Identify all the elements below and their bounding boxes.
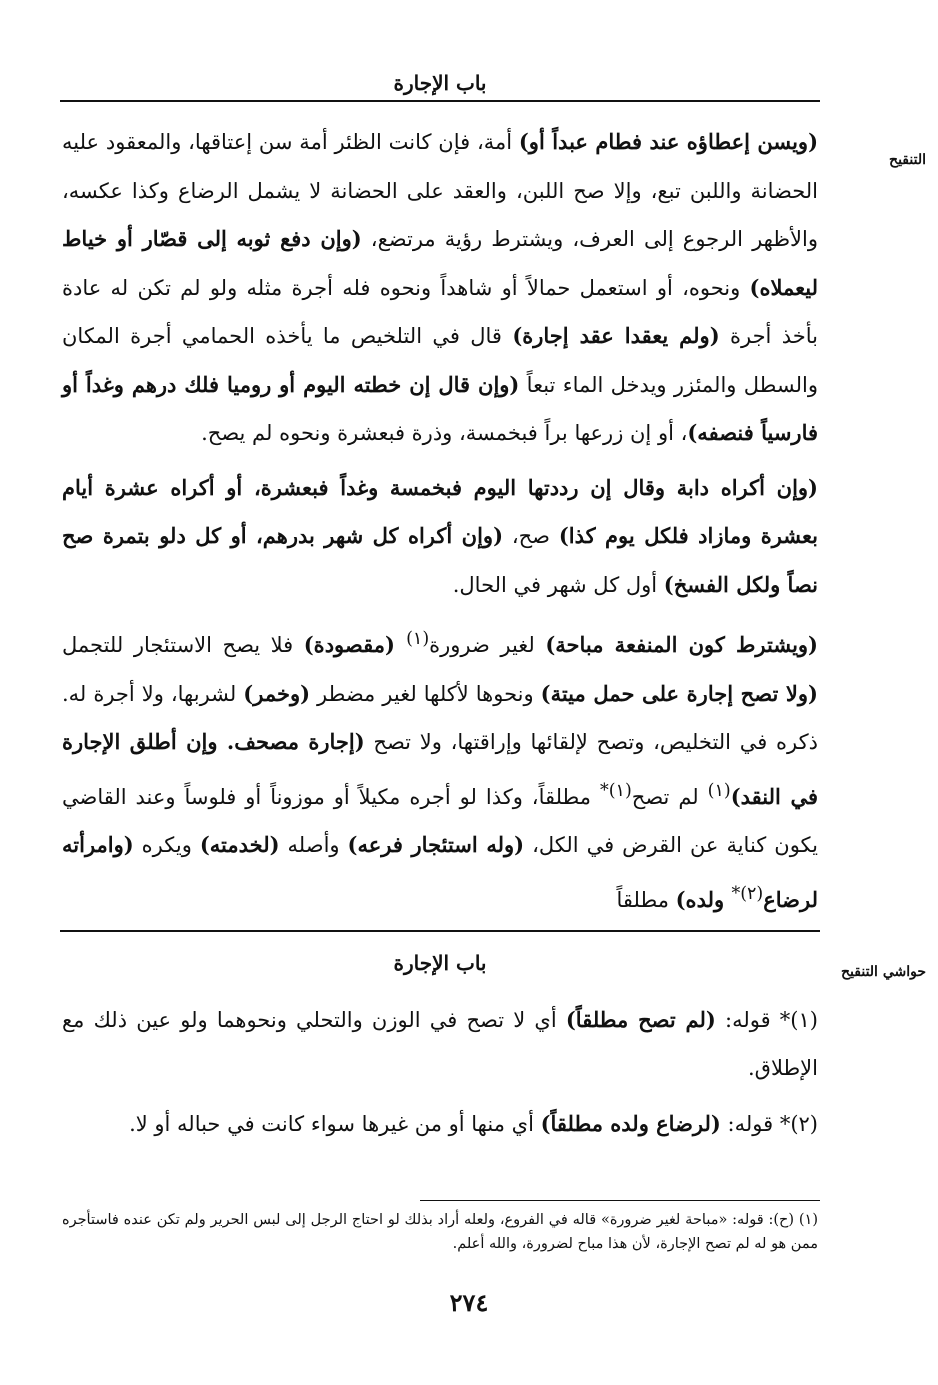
running-head: باب الإجارة — [393, 71, 487, 95]
bold-phrase: (لم تصح مطلقاً) — [565, 1007, 716, 1032]
bold-phrase: (ولا تصح إجارة على حمل ميتة) — [540, 680, 818, 706]
bold-phrase: (وإن أكراه دابة وقال إن رددتها اليوم فبخمسة وغداً فبعشرة، أو أكراه عشرة أيام بعشرة ومازاد فلكل يوم كذا) — [62, 474, 819, 548]
note-marker: (١)* قوله: — [715, 1008, 818, 1032]
text-run: وأصله — [279, 833, 348, 857]
bold-phrase: (لرضاع ولده مطلقاً) — [540, 1111, 721, 1136]
main-paragraph-3 — [62, 615, 818, 924]
text-run: ونحوه، أو استعمل حمالاً أو شاهداً ونحوه فله أجرة مثله ولو لم تكن له عادة بأخذ أجرة — [62, 275, 818, 348]
bold-phrase: (إجارة مصحف. وإن أطلق الإجارة في النقد) — [62, 729, 818, 809]
hawashi-note-1 — [62, 996, 818, 1092]
text-run: صح، — [503, 524, 559, 548]
bold-phrase: (وامرأته لرضاع — [62, 832, 818, 912]
bold-phrase: ولده) — [675, 886, 732, 912]
bold-phrase: (وإن قال إن خطته اليوم أو روميا فلك درهم وغداً أو فارسياً فنصفه) — [62, 371, 818, 445]
text-run: مطلقاً — [616, 887, 676, 912]
hawashi-title: باب الإجارة — [393, 951, 487, 975]
bold-phrase: (وله استئجار فرعه) — [347, 832, 525, 857]
text-run: لشربها، ولا أجرة له. ذكره في التخليص، وتصح لإلقائها وإراقتها، ولا تصح — [62, 681, 818, 754]
bold-phrase: (ويشترط كون المنفعة مباحة) — [545, 632, 818, 657]
footnote-ref[interactable]: (١) — [707, 780, 731, 801]
text-run: فلا يصح الاستئجار للتجمل — [62, 633, 304, 657]
hawashi-notes — [62, 996, 818, 1148]
bold-phrase: (ولم يعقدا عقد إجارة) — [512, 323, 720, 348]
bold-phrase: (وخمر) — [243, 680, 311, 706]
footnote-1: (١) (ح): قوله: «مباحة لغير ضرورة» قاله في الفروع، ولعله أراد بذلك لو احتاج الرجل إلى لبس الحرير ولم تكن عنده فاستأجره ممن هو له لم تصح الإجارة، لأن هذا مباح لضرورة، والله أعلم. — [62, 1212, 818, 1252]
text-run: مطلقاً، وكذا لو أجره مكيلاً أو موزوناً أو فلوساً وعند القاضي يكون كناية عن القرض في الكل، — [62, 784, 818, 857]
text-run: أي لا تصح في الوزن والتحلي ونحوهما ولو عين ذلك مع الإطلاق. — [62, 1008, 818, 1080]
main-text — [62, 118, 818, 924]
hawashi-ref[interactable]: (٢)* — [731, 883, 764, 904]
section-rule — [60, 930, 820, 932]
text-run: أول كل شهر في الحال. — [452, 572, 664, 597]
side-label-hawashi: حواشي التنقيح — [841, 964, 926, 980]
bold-phrase: (وإن دفع ثوبه إلى قصّار أو خياط ليعملاه) — [62, 226, 818, 300]
header-rule — [60, 100, 820, 102]
main-paragraph-1 — [62, 118, 818, 458]
hawashi-ref[interactable]: (١)* — [599, 780, 632, 801]
text-run: ونحوها لأكلها لغير مضطر — [310, 681, 541, 706]
text-run: ، أو إن زرعها براً فبخمسة، وذرة فبعشرة ونحوه لم يصح. — [201, 421, 688, 445]
bold-phrase: (لخدمته) — [199, 832, 280, 857]
text-run: لغير ضرورة — [429, 633, 546, 657]
bold-phrase: (ويسن إعطاؤه عند فطام عبداً أو) — [518, 129, 819, 154]
bold-phrase: (وإن أكراه كل شهر بدرهم، أو كل دلو بتمرة صح نصاً ولكل الفسخ) — [62, 523, 818, 597]
note-marker: (٢)* قوله: — [720, 1112, 818, 1136]
text-run: أمة، فإن كانت الظئر أمة سن إعتاقها، والمعقود عليه الحضانة واللبن تبع، وإلا صح اللبن، والعقد على الحضانة لا يشمل الرضاع وكذا عكسه، والأظهر الرجوع إلى العرف، ويشترط رؤية مرتضع، — [62, 130, 819, 251]
text-run: قال في التلخيص ما يأخذه الحمامي أجرة المكان والسطل والمئزر ويدخل الماء تبعاً — [62, 324, 818, 397]
page-number: ٢٧٤ — [449, 1288, 489, 1317]
text-run: أي منها أو من غيرها سواء كانت في حباله أو لا. — [129, 1112, 541, 1136]
side-label-tanqih: التنقيح — [889, 152, 926, 168]
hawashi-note-2 — [62, 1100, 818, 1148]
footnote-rule — [420, 1200, 820, 1201]
bold-phrase: (مقصودة) — [303, 632, 407, 657]
footnote-ref[interactable]: (١) — [406, 629, 430, 649]
text-run: لم تصح — [631, 784, 708, 809]
text-run: ويكره — [133, 833, 200, 857]
main-paragraph-2 — [62, 464, 818, 610]
